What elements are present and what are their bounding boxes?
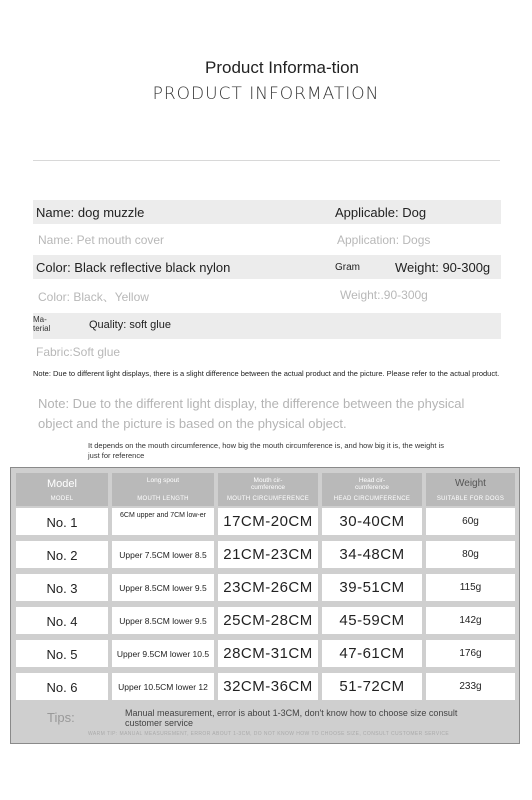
table-cell-mouth: 17CM-20CM [218,508,318,535]
header-head-sub: HEAD CIRCUMFERENCE [333,496,411,502]
info-row-fabric-faint [33,340,501,364]
table-cell-head: 34-48CM [322,541,422,568]
weight-faint-text: Weight:.90-300g [340,288,428,302]
header-weight [426,473,515,506]
divider [33,160,500,161]
color-text: Color: Black reflective black nylon [36,260,231,275]
header-mouth-label: Mouth cir-cumference [251,477,285,491]
table-cell-weight: 115g [426,574,515,601]
table-cell-weight: 176g [426,640,515,667]
table-cell-head: 39-51CM [322,574,422,601]
info-row-name-faint [33,228,501,252]
color-faint-text: Color: Black、Yellow [38,290,149,304]
header-model-label: Model [47,478,77,490]
applicable-text: Applicable: Dog [335,205,427,220]
table-cell-model: No. 2 [16,541,108,568]
table-cell-length: Upper 7.5CM lower 8.5 [112,541,214,568]
header-weight-label: Weight [455,478,486,489]
info-row-material [33,313,501,339]
table-cell-mouth: 21CM-23CM [218,541,318,568]
table-cell-mouth: 28CM-31CM [218,640,318,667]
table-cell-weight: 60g [426,508,515,535]
header-mouth-sub: MOUTH CIRCUMFERENCE [226,496,310,502]
info-row-name [33,200,501,224]
header-length-label: Long spout [146,477,180,484]
table-cell-weight: 233g [426,673,515,700]
page-subtitle: PRODUCT INFORMATION [152,84,380,104]
header-model [16,473,108,506]
fabric-faint-text: Fabric:Soft glue [36,345,121,359]
note-mouth-circumference: It depends on the mouth circumference, how big the mouth circumference is, and how big it is, the weight is just for reference [88,441,445,460]
table-cell-length: Upper 8.5CM lower 9.5 [112,607,214,634]
table-cell-length: 6CM upper and 7CM low-er [112,508,214,535]
tips-section [10,705,520,743]
title-block [0,58,532,104]
table-cell-head: 51-72CM [322,673,422,700]
table-cell-model: No. 6 [16,673,108,700]
table-cell-mouth: 32CM-36CM [218,673,318,700]
table-cell-length: Upper 10.5CM lower 12 [112,673,214,700]
weight-text: Weight: 90-300g [395,260,491,275]
table-cell-head: 30-40CM [322,508,422,535]
application-faint-text: Application: Dogs [337,233,431,247]
table-cell-model: No. 4 [16,607,108,634]
table-cell-head: 45-59CM [322,607,422,634]
note-light-display: Note: Due to different light displays, there is a slight difference between the actual product and the picture. Please refer to the actual product. [33,369,500,378]
header-length [112,473,214,506]
table-cell-model: No. 5 [16,640,108,667]
quality-text: Quality: soft glue [89,319,171,331]
table-cell-length: Upper 8.5CM lower 9.5 [112,574,214,601]
gram-label: Gram [335,262,360,273]
info-row-color [33,255,501,279]
table-cell-weight: 142g [426,607,515,634]
note-light-display-faint: Note: Due to the different light display, the difference between the physical object and the picture is based on the physical object. [38,396,465,431]
tips-ghost-text: WARM TIP: MANUAL MEASUREMENT, ERROR ABOUT 1-3CM, DO NOT KNOW HOW TO CHOOSE SIZE, CONSULT CUSTOMER SERVICE [88,731,450,737]
table-cell-mouth: 25CM-28CM [218,607,318,634]
page-title: Product Informa-tion [205,58,360,77]
table-cell-length: Upper 9.5CM lower 10.5 [112,640,214,667]
table-cell-model: No. 3 [16,574,108,601]
header-head [322,473,422,506]
header-weight-sub: SUITABLE FOR DOGS [436,496,505,502]
tips-label: Tips: [47,710,75,725]
header-mouth [218,473,318,506]
header-head-label: Head cir-cumference [355,477,389,491]
size-table [10,467,520,744]
table-cell-weight: 80g [426,541,515,568]
info-row-color-faint [33,283,501,307]
table-cell-head: 47-61CM [322,640,422,667]
header-model-sub: MODEL [50,496,74,502]
material-label: Ma-terial [33,315,51,333]
header-length-sub: MOUTH LENGTH [137,496,189,502]
name-faint-text: Name: Pet mouth cover [38,233,165,247]
tips-text: Manual measurement, error is about 1-3CM, don't know how to choose size consult customer service [125,708,458,728]
name-text: Name: dog muzzle [36,205,145,220]
table-cell-model: No. 1 [16,508,108,535]
table-cell-mouth: 23CM-26CM [218,574,318,601]
